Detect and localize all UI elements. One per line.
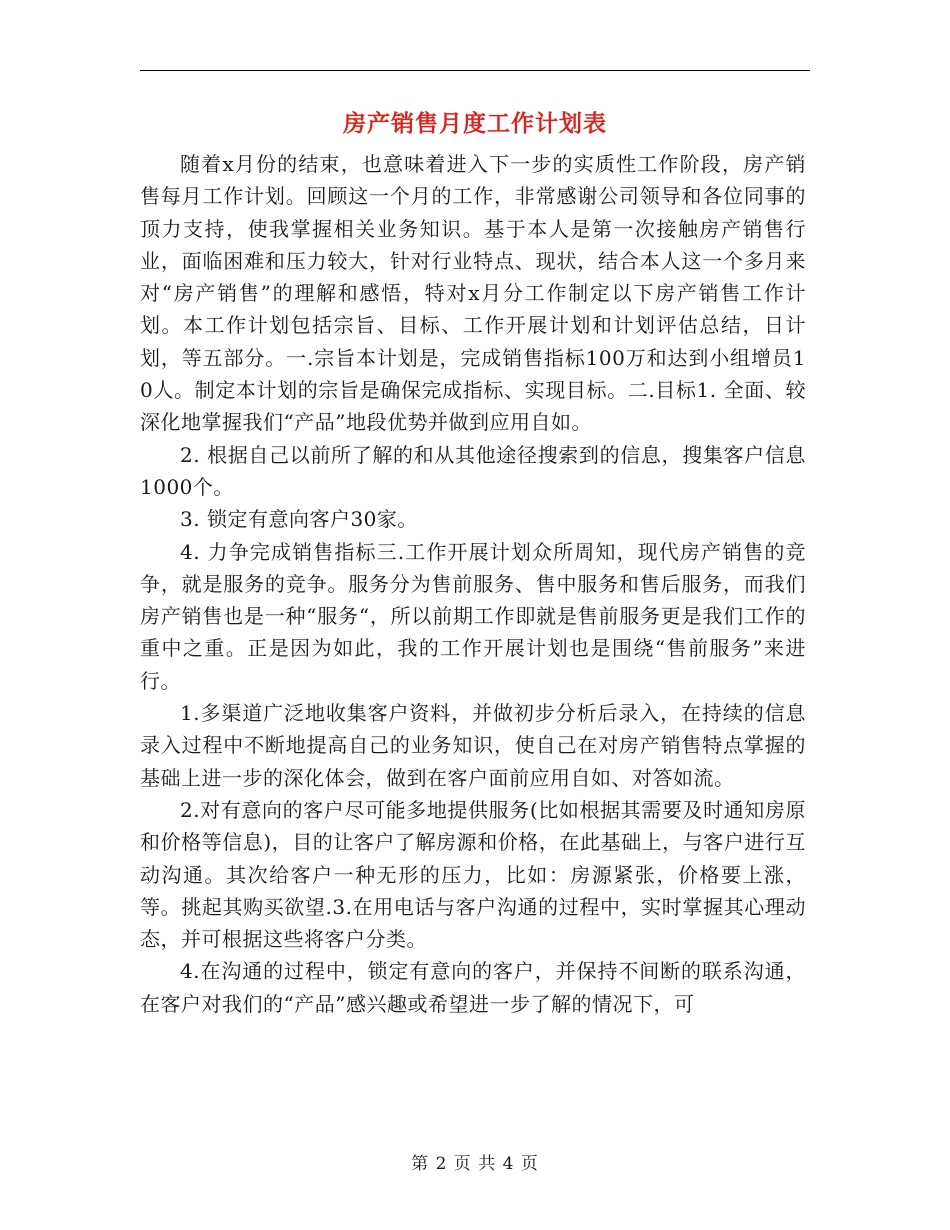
paragraph-2: 2. 根据自己以前所了解的和从其他途径搜索到的信息，搜集客户信息1000个。 [140,442,806,499]
paragraph-4: 4. 力争完成销售指标三.工作开展计划众所周知，现代房产销售的竞争，就是服务的竞争。服务分为售前服务、售中服务和售后服务，而我们房产销售也是一种“服务“，所以前期工作即就是售前服务更是我们工作的重中之重。正是因为如此，我的工作开展计划也是围绕“售前服务”来进行。 [140,539,806,693]
document-title: 房产销售月度工作计划表 [343,110,607,137]
paragraph-1: 随着x月份的结束，也意味着进入下一步的实质性工作阶段，房产销售每月工作计划。回顾这一个月的工作，非常感谢公司领导和各位同事的顶力支持，使我掌握相关业务知识。基于本人是第一次接触房产销售行业，面临困难和压力较大，针对行业特点、现状，结合本人这一个多月来对“房产销售”的理解和感悟，特对x月分工作制定以下房产销售工作计划。本工作计划包括宗旨、目标、工作开展计划和计划评估总结，日计划，等五部分。一.宗旨本计划是，完成销售指标100万和达到小组增员10人。制定本计划的宗旨是确保完成指标、实现目标。二.目标1. 全面、较深化地掌握我们“产品”地段优势并做到应用自如。 [140,152,806,435]
paragraph-5: 1.多渠道广泛地收集客户资料，并做初步分析后录入，在持续的信息录入过程中不断地提高自己的业务知识，使自己在对房产销售特点掌握的基础上进一步的深化体会，做到在客户面前应用自如、对答如流。 [140,701,806,790]
page-number-footer: 第 2 页 共 4 页 [411,1154,539,1174]
paragraph-3: 3. 锁定有意向客户30家。 [180,507,418,532]
paragraph-7: 4.在沟通的过程中，锁定有意向的客户，并保持不间断的联系沟通，在客户对我们的“产品”感兴趣或希望进一步了解的情况下，可 [140,959,806,1016]
paragraph-6: 2.对有意向的客户尽可能多地提供服务(比如根据其需要及时通知房原和价格等信息)，目的让客户了解房源和价格，在此基础上，与客户进行互动沟通。其次给客户一种无形的压力，比如：房源紧张，价格要上涨，等。挑起其购买欲望.3.在用电话与客户沟通的过程中，实时掌握其心理动态，并可根据这些将客户分类。 [140,797,806,952]
document-body [140,148,806,1020]
header-rule [140,70,810,71]
